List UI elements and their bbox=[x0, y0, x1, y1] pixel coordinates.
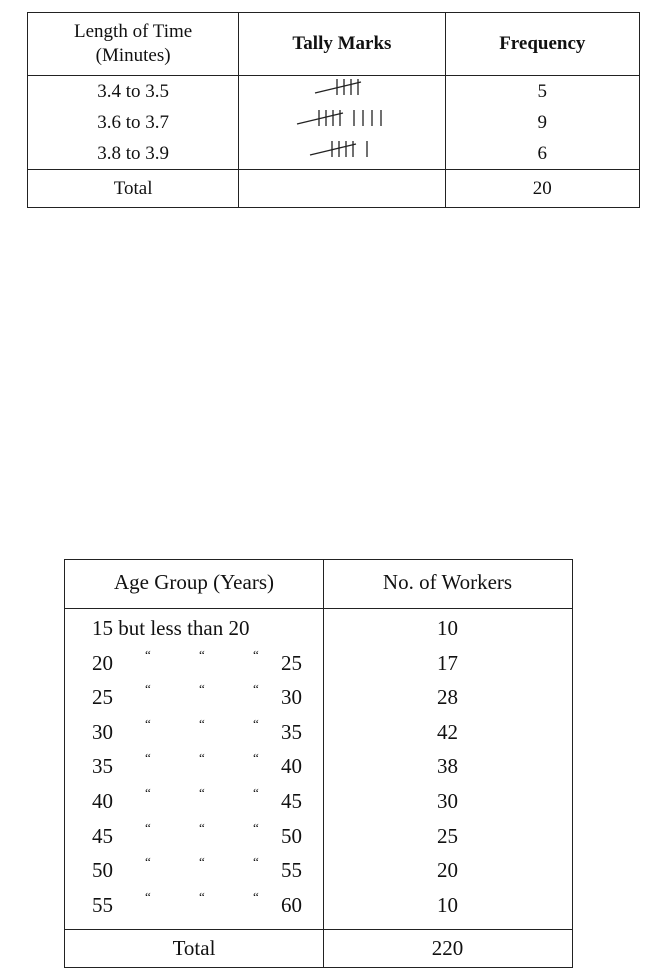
tally-svg bbox=[313, 76, 371, 98]
table-row bbox=[65, 750, 572, 785]
age-range-phrase: 15 but less than 20 bbox=[92, 616, 250, 640]
total-divider bbox=[65, 929, 572, 930]
table-row bbox=[28, 107, 640, 138]
frequency-cell: 6 bbox=[445, 138, 639, 170]
table-row bbox=[65, 854, 572, 889]
age-to: 55 bbox=[281, 858, 302, 883]
ditto-mark: “ bbox=[253, 784, 259, 800]
ditto-mark: “ bbox=[145, 819, 151, 835]
ditto-mark: “ bbox=[253, 854, 259, 870]
tally-cross-stroke bbox=[297, 113, 343, 124]
table-row bbox=[65, 681, 572, 716]
tally-svg bbox=[308, 138, 375, 160]
age-to: 30 bbox=[281, 685, 302, 710]
total-workers: 220 bbox=[431, 936, 464, 960]
age-group-workers-table bbox=[64, 559, 573, 968]
frequency-cell: 9 bbox=[445, 107, 639, 138]
table-row bbox=[65, 612, 572, 647]
table-header-row bbox=[28, 13, 640, 76]
ditto-mark: “ bbox=[145, 784, 151, 800]
ditto-mark: “ bbox=[145, 646, 151, 662]
table-row bbox=[65, 820, 572, 855]
table-row bbox=[65, 647, 572, 682]
age-from: 45 bbox=[92, 823, 113, 848]
age-to: 60 bbox=[281, 892, 302, 917]
total-label: Total bbox=[28, 170, 239, 208]
total-label: Total bbox=[172, 936, 216, 960]
workers-count: 28 bbox=[437, 685, 458, 710]
header-length-line1: Length of Time bbox=[74, 21, 193, 42]
ditto-mark: “ bbox=[253, 715, 259, 731]
workers-count: 30 bbox=[437, 788, 458, 813]
total-tally-cell bbox=[239, 170, 445, 208]
ditto-mark: “ bbox=[199, 750, 205, 766]
age-from: 25 bbox=[92, 685, 113, 710]
ditto-mark: “ bbox=[199, 784, 205, 800]
ditto-mark: “ bbox=[199, 854, 205, 870]
header-tally-marks: Tally Marks bbox=[239, 13, 445, 76]
frequency-cell: 5 bbox=[445, 76, 639, 108]
table-row bbox=[65, 889, 572, 924]
ditto-mark: “ bbox=[199, 819, 205, 835]
time-range-cell: 3.8 to 3.9 bbox=[28, 138, 239, 170]
ditto-mark: “ bbox=[199, 681, 205, 697]
workers-count: 10 bbox=[437, 616, 458, 640]
age-from: 40 bbox=[92, 788, 113, 813]
tally-cell bbox=[239, 76, 445, 108]
table-row bbox=[65, 716, 572, 751]
age-to: 25 bbox=[281, 650, 302, 675]
tally-svg bbox=[295, 107, 389, 129]
tally-cell bbox=[239, 107, 445, 138]
table-row bbox=[28, 138, 640, 170]
header-no-of-workers: No. of Workers bbox=[382, 570, 513, 594]
tally-cell bbox=[239, 138, 445, 170]
age-from: 50 bbox=[92, 858, 113, 883]
tally-marks-icon bbox=[308, 138, 375, 169]
ditto-mark: “ bbox=[253, 681, 259, 697]
ditto-mark: “ bbox=[145, 854, 151, 870]
age-from: 30 bbox=[92, 719, 113, 744]
ditto-mark: “ bbox=[253, 646, 259, 662]
ditto-mark: “ bbox=[145, 888, 151, 904]
total-row bbox=[28, 170, 640, 208]
age-to: 35 bbox=[281, 719, 302, 744]
age-from: 35 bbox=[92, 754, 113, 779]
workers-count: 38 bbox=[437, 754, 458, 779]
header-length-of-time bbox=[28, 13, 239, 76]
header-divider bbox=[65, 608, 572, 609]
time-range-cell: 3.6 to 3.7 bbox=[28, 107, 239, 138]
workers-count: 25 bbox=[437, 823, 458, 848]
tally-cross-stroke bbox=[315, 82, 361, 93]
ditto-mark: “ bbox=[145, 681, 151, 697]
ditto-mark: “ bbox=[145, 715, 151, 731]
ditto-mark: “ bbox=[199, 715, 205, 731]
ditto-mark: “ bbox=[253, 819, 259, 835]
header-frequency: Frequency bbox=[445, 13, 639, 76]
age-from: 20 bbox=[92, 650, 113, 675]
ditto-mark: “ bbox=[199, 888, 205, 904]
age-to: 40 bbox=[281, 754, 302, 779]
ditto-mark: “ bbox=[199, 646, 205, 662]
age-group-rows bbox=[65, 612, 572, 923]
age-to: 45 bbox=[281, 788, 302, 813]
ditto-mark: “ bbox=[145, 750, 151, 766]
tally-marks-icon bbox=[313, 76, 371, 107]
ditto-mark: “ bbox=[253, 888, 259, 904]
tally-cross-stroke bbox=[310, 144, 356, 155]
workers-count: 17 bbox=[437, 650, 458, 675]
ditto-mark: “ bbox=[253, 750, 259, 766]
header-age-group: Age Group (Years) bbox=[113, 570, 274, 594]
frequency-table-time bbox=[27, 12, 640, 208]
workers-count: 10 bbox=[437, 892, 458, 917]
age-to: 50 bbox=[281, 823, 302, 848]
workers-count: 20 bbox=[437, 858, 458, 883]
age-from: 55 bbox=[92, 892, 113, 917]
header-length-line2: (Minutes) bbox=[95, 45, 171, 66]
total-frequency: 20 bbox=[445, 170, 639, 208]
table-row bbox=[28, 76, 640, 108]
workers-count: 42 bbox=[437, 719, 458, 744]
tally-marks-icon bbox=[295, 107, 389, 138]
time-range-cell: 3.4 to 3.5 bbox=[28, 76, 239, 108]
table-row bbox=[65, 785, 572, 820]
